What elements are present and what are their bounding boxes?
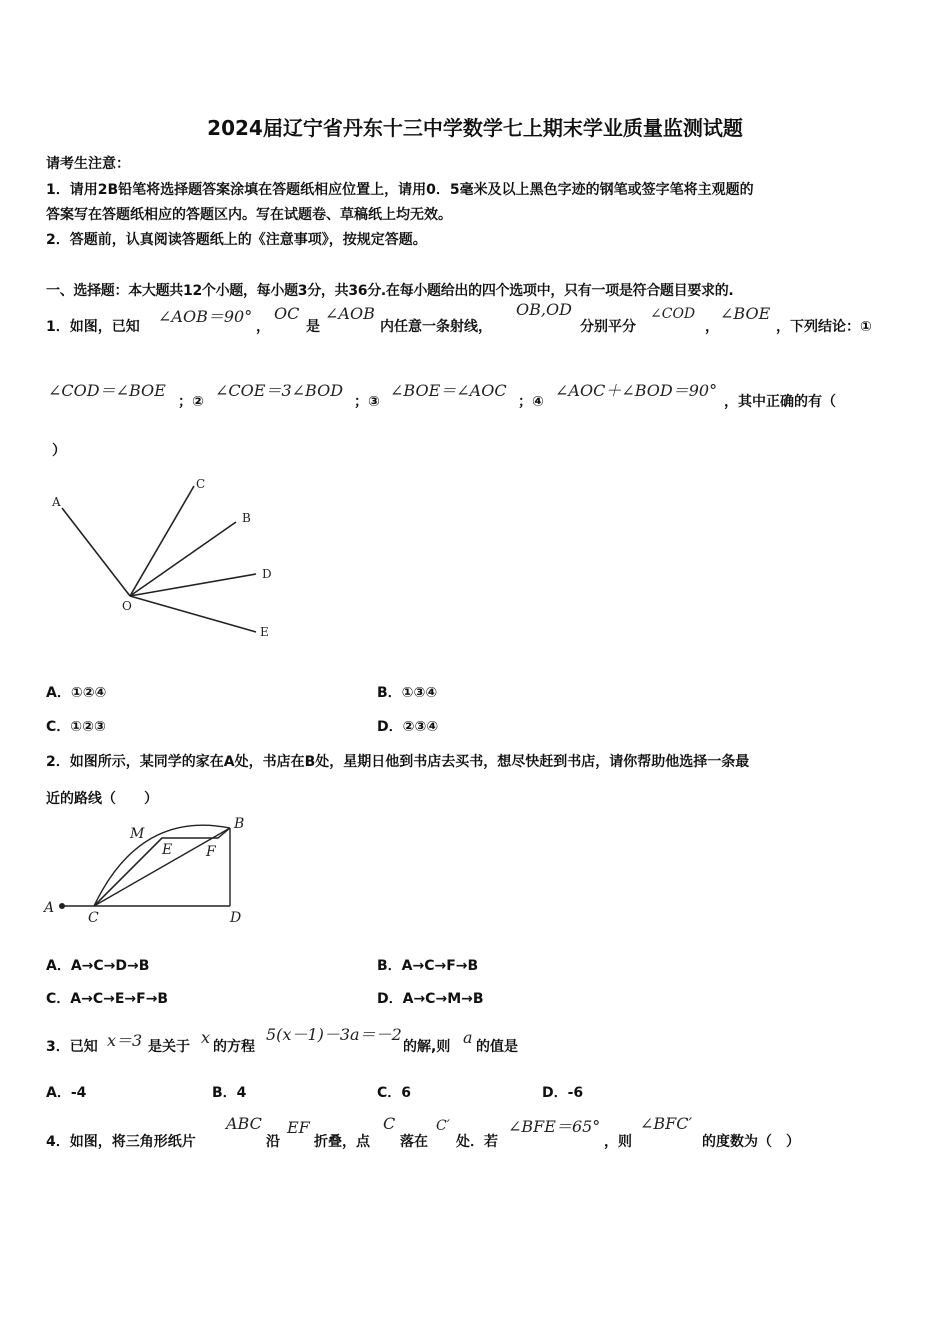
q3-option-a[interactable]: A．-4 bbox=[46, 1085, 87, 1101]
q4-text-3: 折叠，点 bbox=[314, 1134, 370, 1150]
q3-text-3: 的方程 bbox=[213, 1039, 255, 1055]
q1-math-oc: OC bbox=[274, 304, 300, 323]
road-cb-straight bbox=[94, 828, 230, 906]
q3-text-1: 3．已知 bbox=[46, 1039, 98, 1055]
q2-line-1: 2．如图所示，某同学的家在A处，书店在B处，星期日他到书店去买书，想尽快赶到书店，请你帮助他选择一条最 bbox=[46, 754, 750, 770]
label-a: A bbox=[52, 495, 61, 509]
label-d: D bbox=[230, 910, 242, 925]
q3-text-2: 是关于 bbox=[148, 1039, 190, 1055]
section-1-heading: 一、选择题：本大题共12个小题，每小题3分，共36分.在每小题给出的四个选项中，只有一项是符合题目要求的. bbox=[46, 283, 734, 299]
q1-math-conclusion-2: ∠COE＝3∠BOD bbox=[215, 381, 344, 400]
q4-text-6: ，则 bbox=[604, 1134, 632, 1150]
label-a: A bbox=[44, 900, 55, 916]
label-e: E bbox=[162, 842, 173, 858]
q4-text-4: 落在 bbox=[400, 1134, 428, 1150]
q1-text-7: ，下列结论：① bbox=[776, 319, 872, 335]
page-title: 2024届辽宁省丹东十三中学数学七上期末学业质量监测试题 bbox=[207, 116, 743, 140]
q4-math-ef: EF bbox=[287, 1118, 310, 1137]
q2-figure bbox=[40, 810, 260, 925]
q1-math-ob-od: OB,OD bbox=[516, 300, 572, 319]
q1-math-aob: ∠AOB bbox=[325, 304, 375, 323]
notice-heading: 请考生注意： bbox=[46, 156, 130, 172]
q1-text-9: ；③ bbox=[354, 394, 380, 410]
q4-text-2: 沿 bbox=[266, 1134, 280, 1150]
label-e: E bbox=[260, 625, 269, 639]
q1-math-cod: ∠COD bbox=[650, 306, 696, 322]
q1-option-d[interactable]: D．②③④ bbox=[377, 719, 439, 735]
label-o: O bbox=[122, 599, 132, 613]
label-c: C bbox=[196, 477, 206, 491]
q3-option-c[interactable]: C．6 bbox=[377, 1085, 412, 1101]
label-m: M bbox=[130, 826, 145, 842]
q1-math-conclusion-1: ∠COD＝∠BOE bbox=[48, 381, 166, 400]
q2-option-b[interactable]: B．A→C→F→B bbox=[377, 958, 479, 974]
q1-text-8: ；② bbox=[178, 394, 204, 410]
q3-math-x-3: x＝3 bbox=[107, 1031, 143, 1050]
ray-od bbox=[130, 574, 256, 596]
q1-text-5: 分别平分 bbox=[580, 319, 636, 335]
ray-ob bbox=[130, 522, 236, 596]
notice-line-1a: 1．请用2B铅笔将选择题答案涂填在答题纸相应位置上，请用0．5毫米及以上黑色字迹的钢笔或签字笔将主观题的 bbox=[46, 182, 754, 198]
q4-math-bfe-65: ∠BFE＝65° bbox=[508, 1117, 601, 1136]
q1-text-11: ，其中正确的有（ bbox=[724, 394, 836, 410]
q1-text-3: 是 bbox=[306, 319, 320, 335]
notice-line-2: 2．答题前，认真阅读答题纸上的《注意事项》，按规定答题。 bbox=[46, 232, 427, 248]
q4-text-1: 4．如图，将三角形纸片 bbox=[46, 1134, 196, 1150]
q2-line-2: 近的路线（ ） bbox=[46, 791, 158, 807]
q3-text-5: 的值是 bbox=[476, 1039, 518, 1055]
q1-text-12: ） bbox=[52, 443, 66, 459]
q1-option-c[interactable]: C．①②③ bbox=[46, 719, 106, 735]
q1-math-conclusion-3: ∠BOE＝∠AOC bbox=[390, 381, 507, 400]
q4-math-bfc-prime: ∠BFC′ bbox=[640, 1114, 693, 1133]
q3-text-4: 的解,则 bbox=[403, 1039, 451, 1055]
q1-math-conclusion-4: ∠AOC＋∠BOD＝90° bbox=[555, 381, 718, 400]
q1-text-10: ；④ bbox=[518, 394, 544, 410]
label-d: D bbox=[262, 567, 272, 581]
q1-text-4: 内任意一条射线， bbox=[380, 319, 492, 335]
label-c: C bbox=[88, 910, 99, 925]
q2-option-a[interactable]: A．A→C→D→B bbox=[46, 958, 150, 974]
q4-math-c-prime: C′ bbox=[436, 1118, 450, 1134]
q4-text-7: 的度数为（ ） bbox=[702, 1134, 800, 1150]
q1-text-2: ， bbox=[256, 319, 270, 335]
q1-text-1: 1．如图，已知 bbox=[46, 319, 140, 335]
point-a bbox=[59, 903, 65, 909]
q4-math-c: C bbox=[383, 1114, 396, 1133]
label-b: B bbox=[242, 511, 251, 525]
q3-math-a: a bbox=[463, 1028, 473, 1047]
ray-oc bbox=[130, 486, 194, 596]
q1-math-aob-90: ∠AOB＝90° bbox=[158, 307, 253, 326]
label-b: B bbox=[234, 816, 245, 832]
q4-math-abc: ABC bbox=[226, 1114, 262, 1133]
q1-option-a[interactable]: A．①②④ bbox=[46, 685, 107, 701]
q1-math-boe: ∠BOE bbox=[720, 304, 771, 323]
q2-option-d[interactable]: D．A→C→M→B bbox=[377, 991, 484, 1007]
ray-oe bbox=[130, 596, 256, 632]
q3-math-x: x bbox=[201, 1028, 211, 1047]
ray-oa bbox=[62, 508, 130, 596]
label-f: F bbox=[206, 844, 216, 860]
q4-text-5: 处．若 bbox=[456, 1134, 498, 1150]
q2-option-c[interactable]: C．A→C→E→F→B bbox=[46, 991, 169, 1007]
notice-line-1b: 答案写在答题纸相应的答题区内。写在试题卷、草稿纸上均无效。 bbox=[46, 207, 452, 223]
q3-option-b[interactable]: B．4 bbox=[212, 1085, 247, 1101]
q1-option-b[interactable]: B．①③④ bbox=[377, 685, 438, 701]
q3-math-equation: 5(x－1)－3a＝－2 bbox=[266, 1025, 402, 1044]
q3-option-d[interactable]: D．-6 bbox=[542, 1085, 584, 1101]
q1-text-6: ， bbox=[705, 319, 719, 335]
q1-figure bbox=[40, 470, 290, 650]
